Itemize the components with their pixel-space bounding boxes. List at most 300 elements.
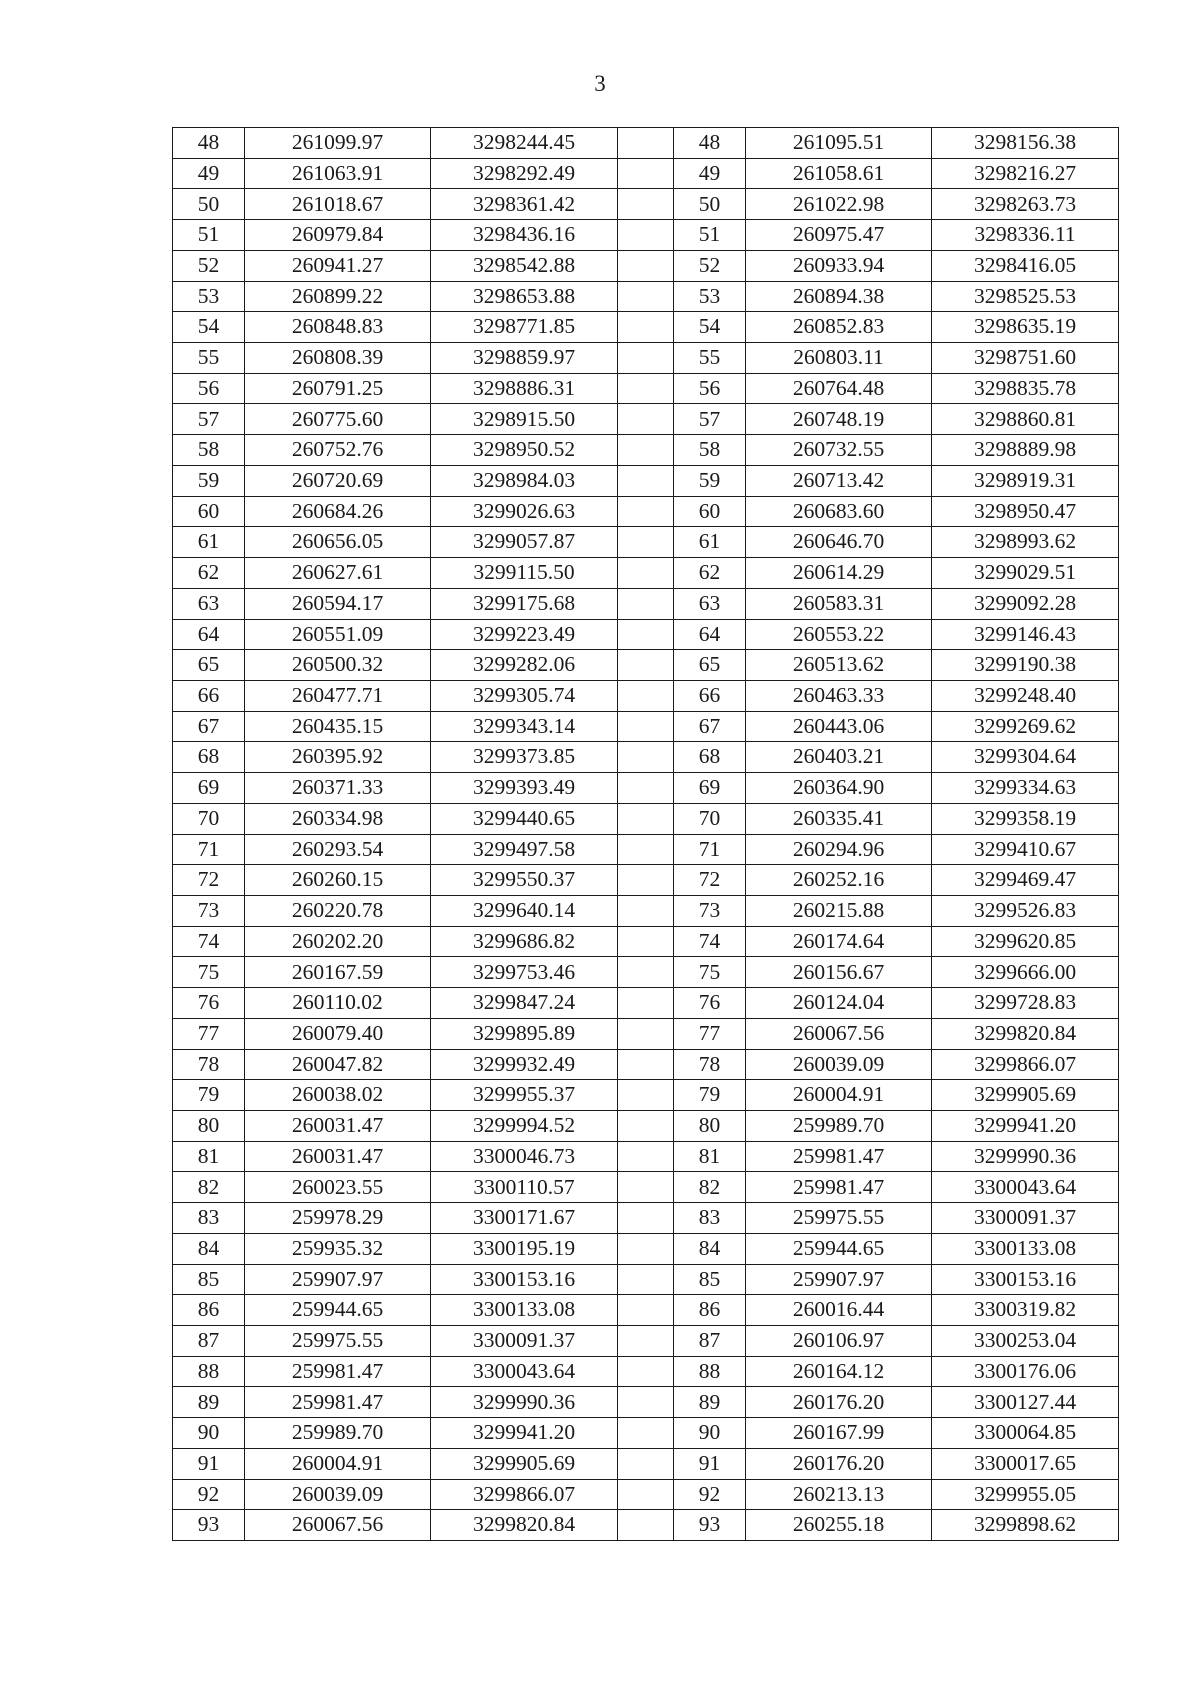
right-x-coordinate-cell: 260176.20 [746, 1448, 932, 1479]
right-point-number-cell: 52 [674, 250, 746, 281]
table-row [173, 803, 1119, 834]
left-y-coordinate-cell: 3298859.97 [431, 343, 618, 374]
right-y-coordinate-cell: 3300127.44 [932, 1387, 1119, 1418]
table-row [173, 527, 1119, 558]
left-x-coordinate-cell: 260551.09 [245, 619, 431, 650]
left-y-coordinate-cell: 3299932.49 [431, 1049, 618, 1080]
right-point-number-cell: 91 [674, 1448, 746, 1479]
right-point-number-cell: 51 [674, 220, 746, 251]
empty-separator-cell [618, 128, 674, 159]
left-x-coordinate-cell: 260260.15 [245, 865, 431, 896]
right-point-number-cell: 49 [674, 158, 746, 189]
right-y-coordinate-cell: 3298635.19 [932, 312, 1119, 343]
right-point-number-cell: 72 [674, 865, 746, 896]
left-point-number-cell: 51 [173, 220, 245, 251]
left-point-number-cell: 76 [173, 988, 245, 1019]
left-point-number-cell: 83 [173, 1203, 245, 1234]
empty-separator-cell [618, 865, 674, 896]
left-point-number-cell: 50 [173, 189, 245, 220]
left-x-coordinate-cell: 260752.76 [245, 435, 431, 466]
right-x-coordinate-cell: 260213.13 [746, 1479, 932, 1510]
right-y-coordinate-cell: 3299410.67 [932, 834, 1119, 865]
table-row [173, 988, 1119, 1019]
right-point-number-cell: 55 [674, 343, 746, 374]
table-row [173, 1049, 1119, 1080]
empty-separator-cell [618, 189, 674, 220]
right-y-coordinate-cell: 3298525.53 [932, 281, 1119, 312]
empty-separator-cell [618, 1203, 674, 1234]
left-x-coordinate-cell: 261018.67 [245, 189, 431, 220]
right-x-coordinate-cell: 260124.04 [746, 988, 932, 1019]
right-y-coordinate-cell: 3298263.73 [932, 189, 1119, 220]
empty-separator-cell [618, 1264, 674, 1295]
table-row [173, 957, 1119, 988]
right-y-coordinate-cell: 3299990.36 [932, 1141, 1119, 1172]
right-point-number-cell: 90 [674, 1418, 746, 1449]
empty-separator-cell [618, 619, 674, 650]
left-x-coordinate-cell: 259944.65 [245, 1295, 431, 1326]
left-x-coordinate-cell: 260720.69 [245, 465, 431, 496]
right-y-coordinate-cell: 3299190.38 [932, 650, 1119, 681]
empty-separator-cell [618, 742, 674, 773]
right-y-coordinate-cell: 3299820.84 [932, 1018, 1119, 1049]
table-row [173, 895, 1119, 926]
right-point-number-cell: 57 [674, 404, 746, 435]
right-y-coordinate-cell: 3299526.83 [932, 895, 1119, 926]
right-x-coordinate-cell: 260335.41 [746, 803, 932, 834]
left-y-coordinate-cell: 3300153.16 [431, 1264, 618, 1295]
empty-separator-cell [618, 343, 674, 374]
table-row [173, 742, 1119, 773]
table-row [173, 1172, 1119, 1203]
right-x-coordinate-cell: 260583.31 [746, 588, 932, 619]
left-x-coordinate-cell: 260979.84 [245, 220, 431, 251]
right-x-coordinate-cell: 260004.91 [746, 1080, 932, 1111]
right-x-coordinate-cell: 261058.61 [746, 158, 932, 189]
left-point-number-cell: 80 [173, 1111, 245, 1142]
empty-separator-cell [618, 312, 674, 343]
left-y-coordinate-cell: 3299343.14 [431, 711, 618, 742]
right-x-coordinate-cell: 260364.90 [746, 773, 932, 804]
right-point-number-cell: 59 [674, 465, 746, 496]
left-x-coordinate-cell: 260899.22 [245, 281, 431, 312]
right-y-coordinate-cell: 3299898.62 [932, 1510, 1119, 1541]
table-row [173, 619, 1119, 650]
table-row [173, 1264, 1119, 1295]
left-y-coordinate-cell: 3299955.37 [431, 1080, 618, 1111]
left-y-coordinate-cell: 3298542.88 [431, 250, 618, 281]
left-point-number-cell: 60 [173, 496, 245, 527]
right-y-coordinate-cell: 3299029.51 [932, 558, 1119, 589]
right-point-number-cell: 73 [674, 895, 746, 926]
page-number: 3 [594, 71, 606, 96]
left-x-coordinate-cell: 260110.02 [245, 988, 431, 1019]
right-x-coordinate-cell: 259975.55 [746, 1203, 932, 1234]
left-x-coordinate-cell: 260220.78 [245, 895, 431, 926]
right-y-coordinate-cell: 3300043.64 [932, 1172, 1119, 1203]
table-row [173, 312, 1119, 343]
left-y-coordinate-cell: 3299994.52 [431, 1111, 618, 1142]
left-point-number-cell: 59 [173, 465, 245, 496]
table-row [173, 1203, 1119, 1234]
table-row [173, 435, 1119, 466]
table-row [173, 128, 1119, 159]
right-point-number-cell: 65 [674, 650, 746, 681]
empty-separator-cell [618, 680, 674, 711]
right-point-number-cell: 76 [674, 988, 746, 1019]
left-y-coordinate-cell: 3299305.74 [431, 680, 618, 711]
left-x-coordinate-cell: 260848.83 [245, 312, 431, 343]
table-row [173, 496, 1119, 527]
left-x-coordinate-cell: 259975.55 [245, 1326, 431, 1357]
left-y-coordinate-cell: 3298244.45 [431, 128, 618, 159]
table-row [173, 650, 1119, 681]
left-y-coordinate-cell: 3298292.49 [431, 158, 618, 189]
right-y-coordinate-cell: 3300153.16 [932, 1264, 1119, 1295]
empty-separator-cell [618, 926, 674, 957]
right-x-coordinate-cell: 260732.55 [746, 435, 932, 466]
empty-separator-cell [618, 1233, 674, 1264]
table-row [173, 250, 1119, 281]
left-point-number-cell: 88 [173, 1356, 245, 1387]
left-y-coordinate-cell: 3299223.49 [431, 619, 618, 650]
right-x-coordinate-cell: 260614.29 [746, 558, 932, 589]
right-x-coordinate-cell: 260443.06 [746, 711, 932, 742]
right-point-number-cell: 79 [674, 1080, 746, 1111]
left-point-number-cell: 92 [173, 1479, 245, 1510]
left-x-coordinate-cell: 260031.47 [245, 1141, 431, 1172]
left-x-coordinate-cell: 260435.15 [245, 711, 431, 742]
left-x-coordinate-cell: 260047.82 [245, 1049, 431, 1080]
right-y-coordinate-cell: 3300176.06 [932, 1356, 1119, 1387]
left-x-coordinate-cell: 260039.09 [245, 1479, 431, 1510]
left-point-number-cell: 91 [173, 1448, 245, 1479]
empty-separator-cell [618, 220, 674, 251]
right-y-coordinate-cell: 3300064.85 [932, 1418, 1119, 1449]
empty-separator-cell [618, 1479, 674, 1510]
left-point-number-cell: 49 [173, 158, 245, 189]
left-y-coordinate-cell: 3298361.42 [431, 189, 618, 220]
right-x-coordinate-cell: 260463.33 [746, 680, 932, 711]
left-y-coordinate-cell: 3298436.16 [431, 220, 618, 251]
left-point-number-cell: 79 [173, 1080, 245, 1111]
empty-separator-cell [618, 803, 674, 834]
left-point-number-cell: 82 [173, 1172, 245, 1203]
left-y-coordinate-cell: 3299115.50 [431, 558, 618, 589]
left-point-number-cell: 78 [173, 1049, 245, 1080]
left-y-coordinate-cell: 3298886.31 [431, 373, 618, 404]
left-point-number-cell: 56 [173, 373, 245, 404]
right-x-coordinate-cell: 259981.47 [746, 1172, 932, 1203]
left-x-coordinate-cell: 260004.91 [245, 1448, 431, 1479]
left-point-number-cell: 90 [173, 1418, 245, 1449]
table-row [173, 281, 1119, 312]
right-point-number-cell: 58 [674, 435, 746, 466]
right-x-coordinate-cell: 259907.97 [746, 1264, 932, 1295]
empty-separator-cell [618, 834, 674, 865]
left-x-coordinate-cell: 259989.70 [245, 1418, 431, 1449]
left-point-number-cell: 72 [173, 865, 245, 896]
left-y-coordinate-cell: 3299847.24 [431, 988, 618, 1019]
table-row [173, 865, 1119, 896]
left-point-number-cell: 75 [173, 957, 245, 988]
left-y-coordinate-cell: 3299393.49 [431, 773, 618, 804]
table-row [173, 680, 1119, 711]
right-y-coordinate-cell: 3299304.64 [932, 742, 1119, 773]
left-point-number-cell: 89 [173, 1387, 245, 1418]
right-y-coordinate-cell: 3299092.28 [932, 588, 1119, 619]
left-x-coordinate-cell: 259935.32 [245, 1233, 431, 1264]
table-row [173, 220, 1119, 251]
empty-separator-cell [618, 373, 674, 404]
left-point-number-cell: 57 [173, 404, 245, 435]
left-point-number-cell: 93 [173, 1510, 245, 1541]
right-point-number-cell: 71 [674, 834, 746, 865]
left-y-coordinate-cell: 3299941.20 [431, 1418, 618, 1449]
table-row [173, 1356, 1119, 1387]
left-y-coordinate-cell: 3299686.82 [431, 926, 618, 957]
right-x-coordinate-cell: 260167.99 [746, 1418, 932, 1449]
table-row [173, 1387, 1119, 1418]
right-x-coordinate-cell: 259944.65 [746, 1233, 932, 1264]
right-point-number-cell: 87 [674, 1326, 746, 1357]
right-point-number-cell: 68 [674, 742, 746, 773]
left-point-number-cell: 67 [173, 711, 245, 742]
left-x-coordinate-cell: 260477.71 [245, 680, 431, 711]
right-x-coordinate-cell: 260252.16 [746, 865, 932, 896]
table-row [173, 1018, 1119, 1049]
left-y-coordinate-cell: 3299753.46 [431, 957, 618, 988]
left-x-coordinate-cell: 260941.27 [245, 250, 431, 281]
right-y-coordinate-cell: 3299666.00 [932, 957, 1119, 988]
right-point-number-cell: 56 [674, 373, 746, 404]
left-x-coordinate-cell: 260808.39 [245, 343, 431, 374]
right-x-coordinate-cell: 260764.48 [746, 373, 932, 404]
empty-separator-cell [618, 1418, 674, 1449]
right-x-coordinate-cell: 260748.19 [746, 404, 932, 435]
left-x-coordinate-cell: 260067.56 [245, 1510, 431, 1541]
right-y-coordinate-cell: 3298993.62 [932, 527, 1119, 558]
left-y-coordinate-cell: 3299895.89 [431, 1018, 618, 1049]
right-y-coordinate-cell: 3300253.04 [932, 1326, 1119, 1357]
left-x-coordinate-cell: 260395.92 [245, 742, 431, 773]
left-y-coordinate-cell: 3299440.65 [431, 803, 618, 834]
left-x-coordinate-cell: 260656.05 [245, 527, 431, 558]
left-x-coordinate-cell: 260031.47 [245, 1111, 431, 1142]
right-point-number-cell: 93 [674, 1510, 746, 1541]
left-point-number-cell: 53 [173, 281, 245, 312]
right-point-number-cell: 53 [674, 281, 746, 312]
table-row [173, 773, 1119, 804]
left-point-number-cell: 61 [173, 527, 245, 558]
empty-separator-cell [618, 496, 674, 527]
right-y-coordinate-cell: 3299248.40 [932, 680, 1119, 711]
empty-separator-cell [618, 773, 674, 804]
right-x-coordinate-cell: 260039.09 [746, 1049, 932, 1080]
table-row [173, 1141, 1119, 1172]
left-point-number-cell: 54 [173, 312, 245, 343]
right-x-coordinate-cell: 260894.38 [746, 281, 932, 312]
right-point-number-cell: 86 [674, 1295, 746, 1326]
right-point-number-cell: 80 [674, 1111, 746, 1142]
empty-separator-cell [618, 1111, 674, 1142]
left-y-coordinate-cell: 3299282.06 [431, 650, 618, 681]
empty-separator-cell [618, 988, 674, 1019]
right-y-coordinate-cell: 3300017.65 [932, 1448, 1119, 1479]
table-row [173, 588, 1119, 619]
left-point-number-cell: 74 [173, 926, 245, 957]
right-y-coordinate-cell: 3300133.08 [932, 1233, 1119, 1264]
empty-separator-cell [618, 588, 674, 619]
empty-separator-cell [618, 250, 674, 281]
right-y-coordinate-cell: 3298336.11 [932, 220, 1119, 251]
left-point-number-cell: 62 [173, 558, 245, 589]
right-x-coordinate-cell: 260933.94 [746, 250, 932, 281]
left-y-coordinate-cell: 3299057.87 [431, 527, 618, 558]
empty-separator-cell [618, 281, 674, 312]
table-row [173, 1295, 1119, 1326]
right-x-coordinate-cell: 259989.70 [746, 1111, 932, 1142]
table-row [173, 1510, 1119, 1541]
left-y-coordinate-cell: 3299026.63 [431, 496, 618, 527]
table-row [173, 834, 1119, 865]
empty-separator-cell [618, 895, 674, 926]
left-point-number-cell: 73 [173, 895, 245, 926]
left-x-coordinate-cell: 259981.47 [245, 1356, 431, 1387]
left-point-number-cell: 52 [173, 250, 245, 281]
right-x-coordinate-cell: 260553.22 [746, 619, 932, 650]
right-point-number-cell: 70 [674, 803, 746, 834]
right-x-coordinate-cell: 260294.96 [746, 834, 932, 865]
left-y-coordinate-cell: 3300195.19 [431, 1233, 618, 1264]
right-x-coordinate-cell: 260852.83 [746, 312, 932, 343]
left-x-coordinate-cell: 260594.17 [245, 588, 431, 619]
left-point-number-cell: 70 [173, 803, 245, 834]
right-point-number-cell: 67 [674, 711, 746, 742]
left-point-number-cell: 77 [173, 1018, 245, 1049]
table-row [173, 1080, 1119, 1111]
empty-separator-cell [618, 650, 674, 681]
table-row [173, 711, 1119, 742]
right-y-coordinate-cell: 3299905.69 [932, 1080, 1119, 1111]
right-point-number-cell: 85 [674, 1264, 746, 1295]
table-row [173, 1233, 1119, 1264]
right-y-coordinate-cell: 3300091.37 [932, 1203, 1119, 1234]
left-x-coordinate-cell: 260371.33 [245, 773, 431, 804]
left-x-coordinate-cell: 260334.98 [245, 803, 431, 834]
right-point-number-cell: 84 [674, 1233, 746, 1264]
empty-separator-cell [618, 1510, 674, 1541]
right-y-coordinate-cell: 3298751.60 [932, 343, 1119, 374]
left-point-number-cell: 65 [173, 650, 245, 681]
table-row [173, 1479, 1119, 1510]
right-x-coordinate-cell: 260513.62 [746, 650, 932, 681]
right-x-coordinate-cell: 260255.18 [746, 1510, 932, 1541]
left-x-coordinate-cell: 260202.20 [245, 926, 431, 957]
table-row [173, 373, 1119, 404]
right-x-coordinate-cell: 260156.67 [746, 957, 932, 988]
right-x-coordinate-cell: 260067.56 [746, 1018, 932, 1049]
right-y-coordinate-cell: 3298216.27 [932, 158, 1119, 189]
right-point-number-cell: 60 [674, 496, 746, 527]
empty-separator-cell [618, 1356, 674, 1387]
left-y-coordinate-cell: 3299866.07 [431, 1479, 618, 1510]
left-y-coordinate-cell: 3298653.88 [431, 281, 618, 312]
right-point-number-cell: 81 [674, 1141, 746, 1172]
right-point-number-cell: 61 [674, 527, 746, 558]
empty-separator-cell [618, 1326, 674, 1357]
right-x-coordinate-cell: 260803.11 [746, 343, 932, 374]
left-y-coordinate-cell: 3299497.58 [431, 834, 618, 865]
left-y-coordinate-cell: 3299905.69 [431, 1448, 618, 1479]
right-x-coordinate-cell: 261095.51 [746, 128, 932, 159]
table-row [173, 1111, 1119, 1142]
right-point-number-cell: 62 [674, 558, 746, 589]
left-x-coordinate-cell: 260023.55 [245, 1172, 431, 1203]
left-x-coordinate-cell: 260293.54 [245, 834, 431, 865]
right-y-coordinate-cell: 3298950.47 [932, 496, 1119, 527]
right-x-coordinate-cell: 260975.47 [746, 220, 932, 251]
left-y-coordinate-cell: 3299373.85 [431, 742, 618, 773]
right-y-coordinate-cell: 3298156.38 [932, 128, 1119, 159]
left-y-coordinate-cell: 3298771.85 [431, 312, 618, 343]
right-point-number-cell: 64 [674, 619, 746, 650]
left-point-number-cell: 84 [173, 1233, 245, 1264]
left-point-number-cell: 48 [173, 128, 245, 159]
left-point-number-cell: 86 [173, 1295, 245, 1326]
right-y-coordinate-cell: 3299334.63 [932, 773, 1119, 804]
table-row [173, 558, 1119, 589]
empty-separator-cell [618, 711, 674, 742]
left-x-coordinate-cell: 260791.25 [245, 373, 431, 404]
left-y-coordinate-cell: 3300046.73 [431, 1141, 618, 1172]
left-point-number-cell: 64 [173, 619, 245, 650]
empty-separator-cell [618, 1018, 674, 1049]
table-row [173, 1418, 1119, 1449]
right-point-number-cell: 82 [674, 1172, 746, 1203]
empty-separator-cell [618, 957, 674, 988]
left-point-number-cell: 63 [173, 588, 245, 619]
right-point-number-cell: 48 [674, 128, 746, 159]
left-x-coordinate-cell: 261099.97 [245, 128, 431, 159]
left-point-number-cell: 87 [173, 1326, 245, 1357]
right-y-coordinate-cell: 3299941.20 [932, 1111, 1119, 1142]
right-y-coordinate-cell: 3298919.31 [932, 465, 1119, 496]
right-point-number-cell: 89 [674, 1387, 746, 1418]
left-x-coordinate-cell: 261063.91 [245, 158, 431, 189]
right-y-coordinate-cell: 3299620.85 [932, 926, 1119, 957]
right-y-coordinate-cell: 3299866.07 [932, 1049, 1119, 1080]
left-point-number-cell: 58 [173, 435, 245, 466]
empty-separator-cell [618, 1172, 674, 1203]
table-row [173, 465, 1119, 496]
coordinates-table [172, 127, 1119, 1541]
left-point-number-cell: 66 [173, 680, 245, 711]
right-point-number-cell: 66 [674, 680, 746, 711]
empty-separator-cell [618, 1448, 674, 1479]
right-x-coordinate-cell: 260713.42 [746, 465, 932, 496]
left-x-coordinate-cell: 260038.02 [245, 1080, 431, 1111]
right-point-number-cell: 74 [674, 926, 746, 957]
right-point-number-cell: 77 [674, 1018, 746, 1049]
left-x-coordinate-cell: 260167.59 [245, 957, 431, 988]
left-y-coordinate-cell: 3300171.67 [431, 1203, 618, 1234]
left-x-coordinate-cell: 260079.40 [245, 1018, 431, 1049]
left-point-number-cell: 81 [173, 1141, 245, 1172]
left-y-coordinate-cell: 3298915.50 [431, 404, 618, 435]
right-point-number-cell: 54 [674, 312, 746, 343]
right-x-coordinate-cell: 260403.21 [746, 742, 932, 773]
